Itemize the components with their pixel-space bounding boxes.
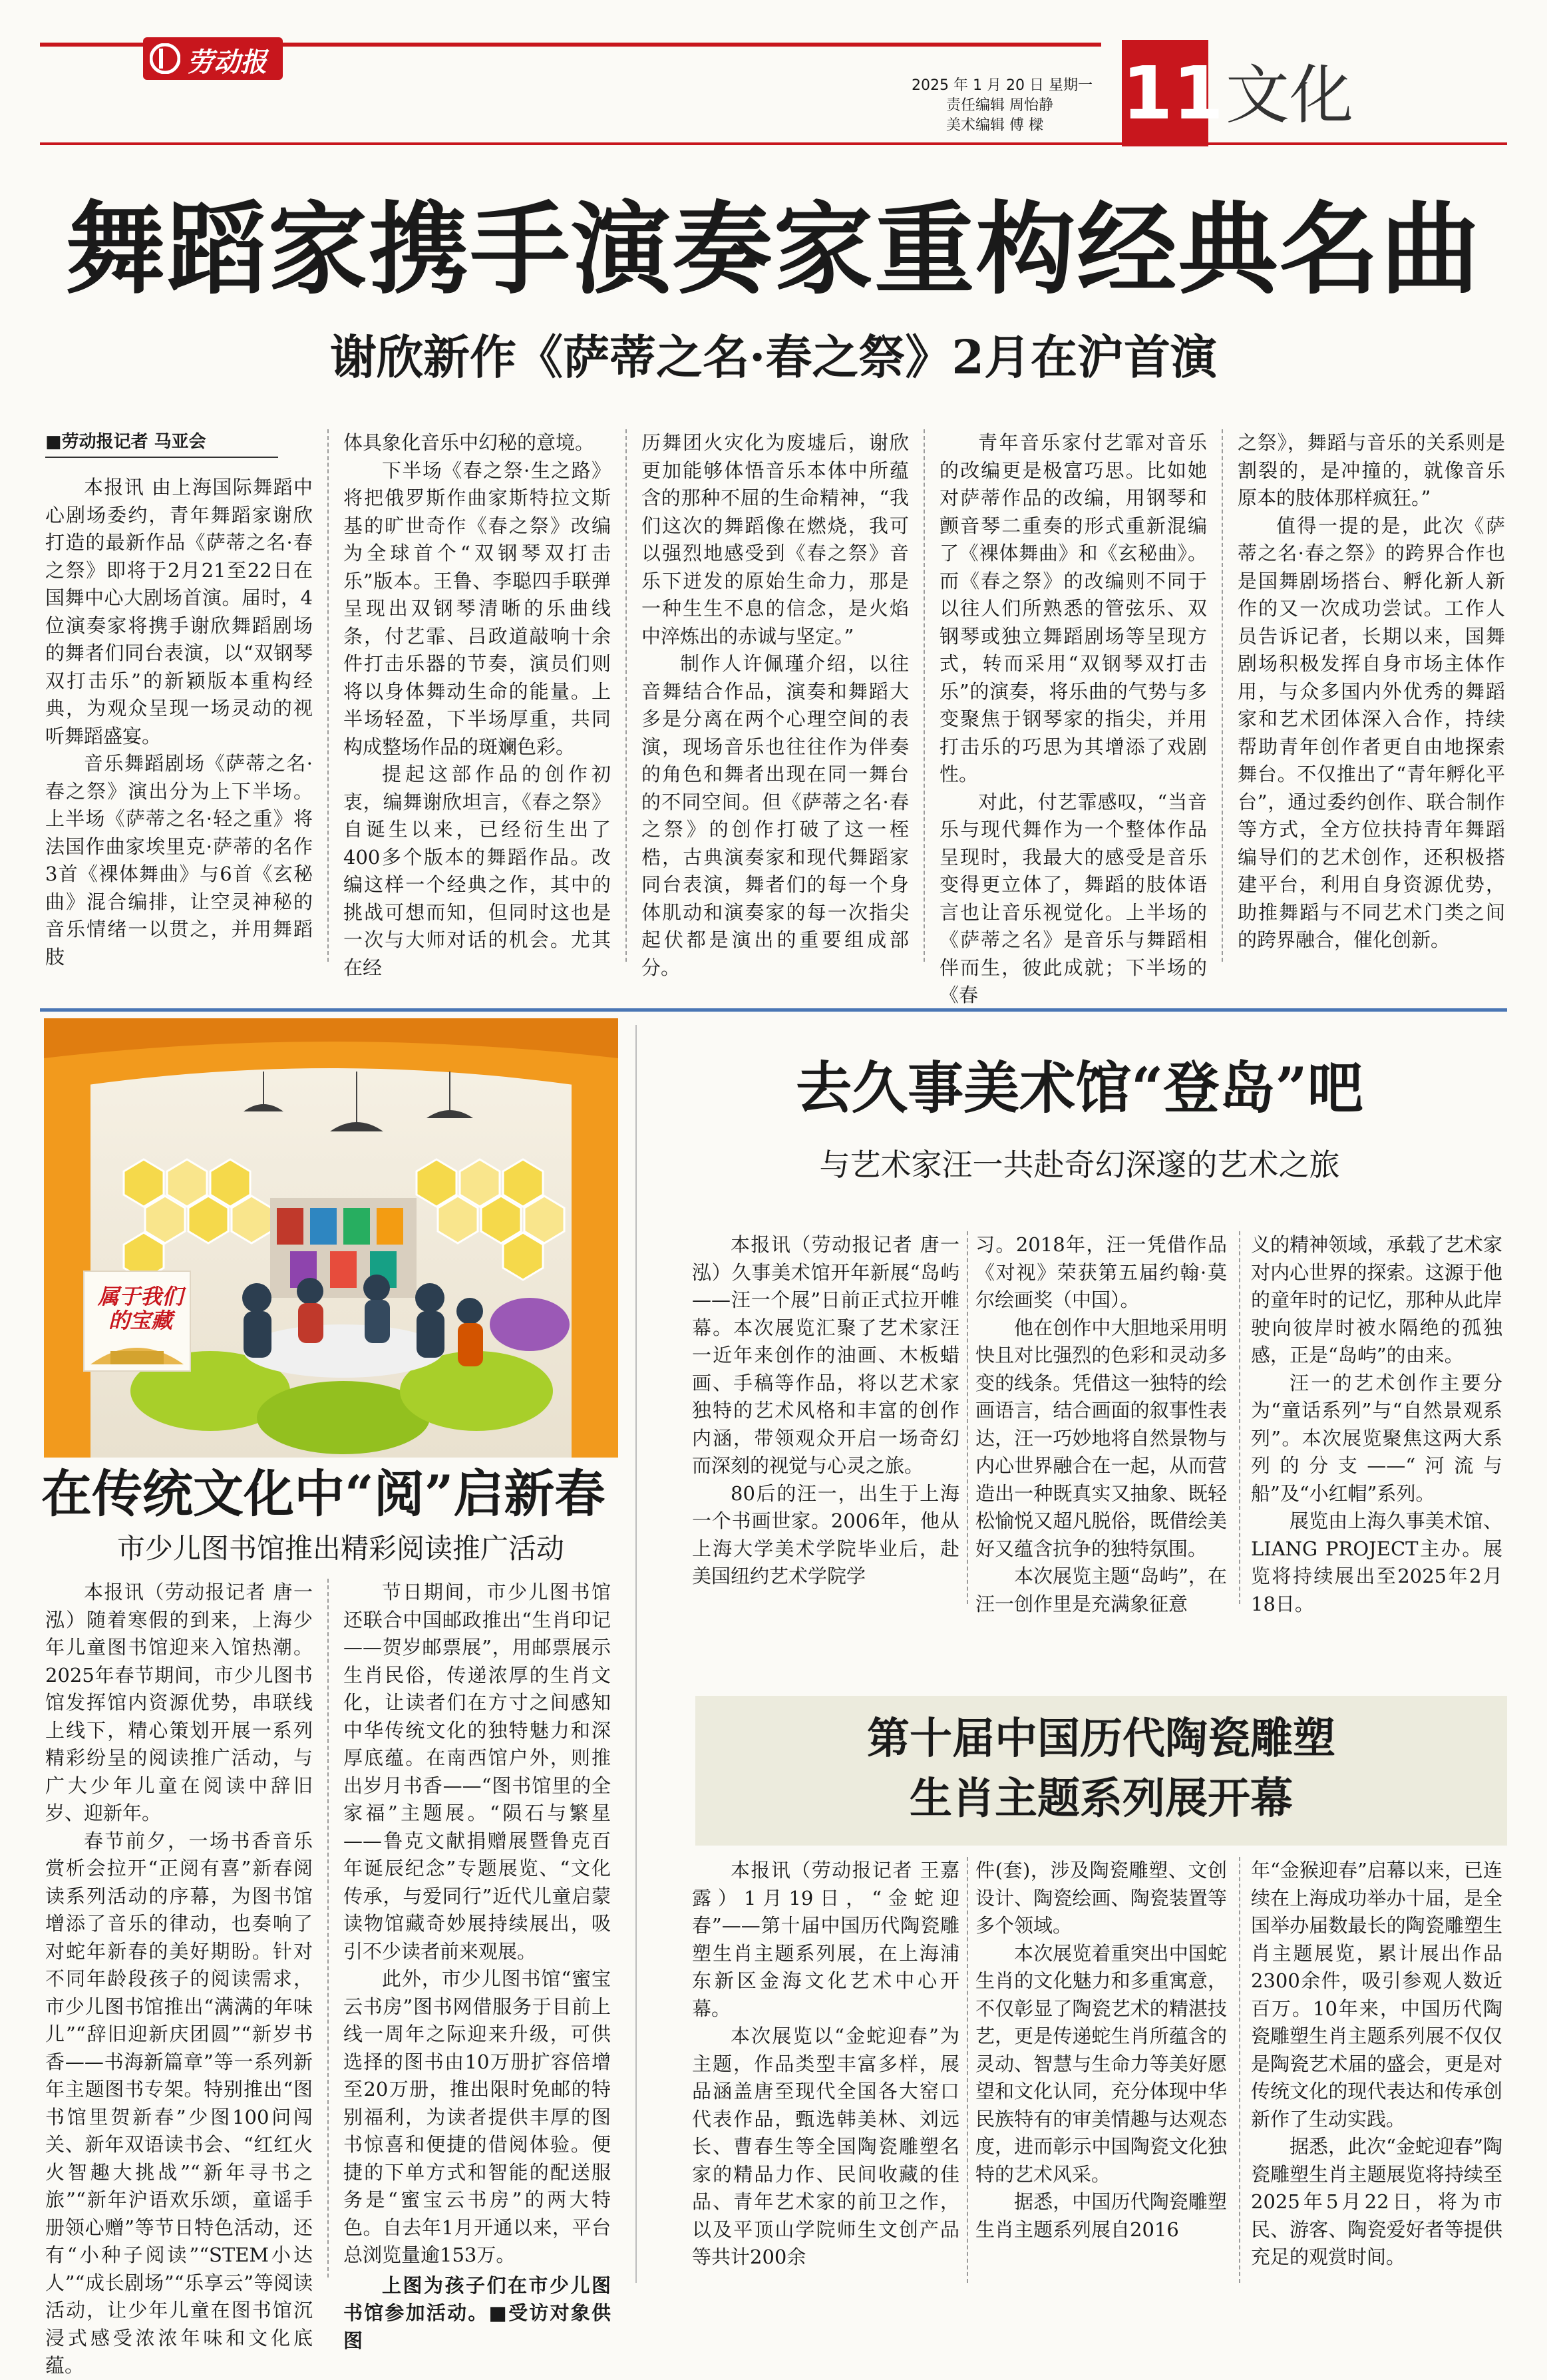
logo-text: 劳动报 bbox=[187, 47, 267, 78]
header-meta bbox=[912, 76, 1111, 136]
article1-headline: 舞蹈家携手演奏家重构经典名曲 bbox=[65, 191, 1482, 308]
paragraph: 此外，市少儿图书馆“蜜宝云书房”图书网借服务于目前上线一周年之际迎来升级，可供选择的图书由10万册扩容倍增至20万册，推出限时免邮的特别福利，为读者提供丰厚的图书惊喜和便捷的借阅体验。便捷的下单方式和智能的配送服务是“蜜宝云书房”的两大特色。自去年1月开通以来，平台总浏览量逾153万。 bbox=[343, 1967, 611, 2266]
page-number-box bbox=[1122, 40, 1224, 146]
paragraph: 春节前夕，一场书香音乐赏析会拉开“正阅有喜”新春阅读系列活动的序幕，为图书馆增添了音乐的律动，也奏响了对蛇年新春的美好期盼。针对不同年龄段孩子的阅读需求，市少儿图书馆推出“满满的年味儿”“辞旧迎新庆团圆”“新岁书香——书海新篇章”等一系列新年主题图书专架。特别推出“图书馆里贺新春”少图100问闯关、新年双语读书会、“红红火火智趣大挑战”“新年寻书之旅”“新年沪语欢乐颂，童谣手册领心赠”等节日特色活动，还有“小种子阅读”“STEM小达人”“成长剧场”“乐享云”等阅读活动，让少年儿童在图书馆沉浸式感受浓浓年味和文化底蕴。 bbox=[45, 1829, 313, 2377]
article1-byline: ■劳动报记者 马亚会 bbox=[45, 428, 278, 458]
paragraph: 本报讯（劳动报记者 唐一泓）随着寒假的到来，上海少年儿童图书馆迎来入馆热潮。2025年春节期间，市少儿图书馆发挥馆内资源优势，串联线上线下，精心策划开展一系列精彩纷呈的阅读推广活动，与广大少年儿童在阅读中辞旧岁、迎新年。 bbox=[45, 1581, 313, 1824]
column-divider bbox=[1222, 429, 1223, 962]
column-divider bbox=[625, 429, 627, 962]
paragraph: 本次展览主题“岛屿”，在汪一创作里是充满象征意 bbox=[975, 1565, 1227, 1615]
article2-col1 bbox=[45, 1579, 313, 2380]
art-editor-line: 美术编辑 傅 樑 bbox=[946, 117, 1043, 134]
article2-headline: 在传统文化中“阅”启新春 bbox=[41, 1464, 605, 1523]
article4-headline-line2: 生肖主题系列展开幕 bbox=[910, 1774, 1293, 1824]
paragraph: 据悉，中国历代陶瓷雕塑生肖主题系列展自2016 bbox=[975, 2190, 1227, 2241]
paragraph: 值得一提的是，此次《萨蒂之名·春之祭》的跨界合作也是国舞剧场搭台、孵化新人新作的又一次成功尝试。工作人员告诉记者，长期以来，国舞剧场积极发挥自身市场主体作用，与众多国内外优秀的舞蹈家和艺术团体深入合作，持续帮助青年创作者更自由地探索舞台。不仅推出了“青年孵化平台”，通过委约创作、联合制作等方式，全方位扶持青年舞蹈编导们的艺术创作，还积极搭建平台，利用自身资源优势，助推舞蹈与不同艺术门类之间的跨界融合，催化创新。 bbox=[1238, 514, 1505, 951]
date-line: 2025 年 1 月 20 日 星期一 bbox=[912, 77, 1093, 94]
paragraph: 下半场《春之祭·生之路》将把俄罗斯作曲家斯特拉文斯基的旷世奇作《春之祭》改编为全球首个“双钢琴双打击乐”版本。王鲁、李聪四手联弹呈现出双钢琴清晰的乐曲线条，付艺霏、吕政道敲响十余件打击乐器的节奏，演员们则将以身体舞动生命的能量。上半场轻盈，下半场厚重，共同构成整场作品的斑斓色彩。 bbox=[343, 459, 611, 758]
article1-col1 bbox=[45, 474, 313, 971]
column-divider bbox=[1239, 1857, 1240, 2283]
paragraph: 本次展览以“金蛇迎春”为主题，作品类型丰富多样，展品涵盖唐至现代全国各大窑口代表作品，甄选韩美林、刘远长、曹春生等全国陶瓷雕塑名家的精品力作、民间收藏的佳品、青年艺术家的前卫之作，以及平顶山学院师生文创产品等共计200余 bbox=[692, 2025, 959, 2268]
paragraph: 本报讯 由上海国际舞蹈中心剧场委约，青年舞蹈家谢欣打造的最新作品《萨蒂之名·春之祭》即将于2月21至22日在国舞中心大剧场首演。届时，4位演奏家将携手谢欣舞蹈剧场的舞者们同台表演，以“双钢琴双打击乐”的新颖版本重构经典，为观众呈现一场灵动的视听舞蹈盛宴。 bbox=[45, 476, 313, 747]
paragraph: 历舞团火灾化为废墟后，谢欣更加能够体悟音乐本体中所蕴含的那种不屈的生命精神，“我们这次的舞蹈像在燃烧，我可以强烈地感受到《春之祭》音乐下迸发的原始生命力，那是一种生生不息的信念，是火焰中淬炼出的赤诚与坚定。” bbox=[641, 431, 909, 648]
article1-subheadline: 谢欣新作《萨蒂之名·春之祭》2月在沪首演 bbox=[329, 329, 1218, 385]
masthead-logo bbox=[143, 37, 283, 80]
paragraph: 体具象化音乐中幻秘的意境。 bbox=[343, 431, 595, 454]
paragraph: 展览由上海久事美术馆、LIANG PROJECT主办。展览将持续展出至2025年2月18日。 bbox=[1251, 1509, 1502, 1615]
paragraph: 对此，付艺霏感叹，“当音乐与现代舞作为一个整体作品呈现时，我最大的感受是音乐变得更立体了，舞蹈的肢体语言也让音乐视觉化。上半场的《萨蒂之名》是音乐与舞蹈相伴而生，彼此成就；下半场的《春 bbox=[940, 790, 1207, 1006]
column-divider bbox=[327, 429, 329, 962]
paragraph: 节日期间，市少儿图书馆还联合中国邮政推出“生肖印记——贺岁邮票展”，用邮票展示生肖民俗，传递浓厚的生肖文化，让读者们在方寸之间感知中华传统文化的独特魅力和深厚底蕴。在南西馆户外，则推出岁月书香——“图书馆里的全家福”主题展。“陨石与繁星——鲁克文献捐赠展暨鲁克百年诞辰纪念”专题展览、“文化传承，与爱同行”近代儿童启蒙读物馆藏奇妙展持续展出，吸引不少读者前来观展。 bbox=[343, 1581, 611, 1963]
article3-subheadline: 与艺术家汪一共赴奇幻深邃的艺术之旅 bbox=[819, 1147, 1340, 1183]
paragraph: 制作人许佩瑾介绍，以往音舞结合作品，演奏和舞蹈大多是分离在两个心理空间的表演，现场音乐也往往作为伴奏的角色和舞者出现在同一舞台的不同空间。但《萨蒂之名·春之祭》的创作打破了这一桎梏，古典演奏家和现代舞蹈家同台表演，舞者们的每一个身体肌动和演奏家的每一次指尖起伏都是演出的重要组成部分。 bbox=[641, 652, 909, 979]
paragraph: 他在创作中大胆地采用明快且对比强烈的色彩和灵动多变的线条。凭借这一独特的绘画语言，结合画面的叙事性表达，汪一巧妙地将自然景物与内心世界融合在一起，从而营造出一种既真实又抽象、既轻松愉悦又超凡脱俗，既借绘美好又蕴含抗争的独特氛围。 bbox=[975, 1316, 1227, 1560]
library-photo bbox=[44, 1018, 618, 1458]
page-number: 11 bbox=[1122, 51, 1224, 136]
paragraph: 本次展览着重突出中国蛇生肖的文化魅力和多重寓意，不仅彰显了陶瓷艺术的精湛技艺，更是传递蛇生肖所蕴含的灵动、智慧与生命力等美好愿望和文化认同，充分体现中华民族特有的审美情趣与达观态度，进而彰示中国陶瓷文化独特的艺术风采。 bbox=[975, 1941, 1227, 2186]
article1-col3 bbox=[641, 429, 909, 982]
article4-headline-line1: 第十届中国历代陶瓷雕塑 bbox=[867, 1714, 1335, 1764]
photo-caption: 上图为孩子们在市少儿图书馆参加活动。■受访对象供图 bbox=[343, 2274, 611, 2352]
paragraph: 汪一的艺术创作主要分为“童话系列”与“自然景观系列”。本次展览聚焦这两大系列的分支——“河流与船”及“小红帽”系列。 bbox=[1251, 1371, 1502, 1505]
article2-col2 bbox=[343, 1579, 611, 2355]
logo-mark-icon bbox=[150, 43, 180, 74]
article3-col1 bbox=[692, 1231, 959, 1591]
header-bottom-rule bbox=[40, 142, 1507, 145]
article4-col2 bbox=[975, 1857, 1227, 2244]
paragraph: 件(套)，涉及陶瓷雕塑、文创设计、陶瓷绘画、陶瓷装置等多个领域。 bbox=[975, 1859, 1227, 1937]
paragraph: 习。2018年，汪一凭借作品《对视》荣获第五届约翰·莫尔绘画奖（中国）。 bbox=[975, 1233, 1227, 1311]
article2-subheadline: 市少儿图书馆推出精彩阅读推广活动 bbox=[116, 1532, 564, 1565]
book-title: 属于我们的宝藏 bbox=[97, 1284, 183, 1333]
paragraph: 之祭》，舞蹈与音乐的关系则是割裂的，是冲撞的，就像音乐原本的肢体那样疯狂。” bbox=[1238, 431, 1505, 509]
article4-headline-box bbox=[695, 1696, 1507, 1846]
section-rule-blue bbox=[40, 1008, 1507, 1012]
column-divider bbox=[327, 1579, 329, 2278]
column-divider bbox=[924, 429, 925, 962]
paragraph: 本报讯（劳动报记者 王嘉露）1月19日，“金蛇迎春”——第十届中国历代陶瓷雕塑生肖主题系列展，在上海浦东新区金海文化艺术中心开幕。 bbox=[692, 1859, 959, 2020]
article1-col2 bbox=[343, 429, 611, 982]
editor-line: 责任编辑 周怡静 bbox=[946, 97, 1053, 114]
column-divider bbox=[967, 1231, 968, 1604]
article3-headline: 去久事美术馆“登岛”吧 bbox=[796, 1055, 1363, 1121]
paragraph: 音乐舞蹈剧场《萨蒂之名·春之祭》演出分为上下半场。上半场《萨蒂之名·轻之重》将法国作曲家埃里克·萨蒂的名作3首《裸体舞曲》与6首《玄秘曲》混合编排，让空灵神秘的音乐情绪一以贯之，并用舞蹈肢 bbox=[45, 752, 313, 968]
article4-col3 bbox=[1251, 1857, 1502, 2272]
column-divider bbox=[1239, 1231, 1240, 1604]
column-divider bbox=[967, 1857, 968, 2283]
section-name: 文化 bbox=[1226, 58, 1353, 132]
paragraph: 80后的汪一，出生于上海一个书画世家。2006年，他从上海大学美术学院毕业后，赴美国纽约艺术学院学 bbox=[692, 1482, 959, 1587]
column-divider bbox=[635, 1025, 637, 2283]
article3-col2 bbox=[975, 1231, 1227, 1618]
paragraph: 本报讯（劳动报记者 唐一泓）久事美术馆开年新展“岛屿——汪一个展”日前正式拉开帷幕。本次展览汇聚了艺术家汪一近年来创作的油画、木板蜡画、手稿等作品，将以艺术家独特的艺术风格和丰富的创作内涵，带领观众开启一场奇幻而深刻的视觉与心灵之旅。 bbox=[692, 1233, 959, 1477]
library-photo-image bbox=[44, 1018, 618, 1458]
paragraph: 提起这部作品的创作初衷，编舞谢欣坦言，《春之祭》自诞生以来，已经衍生出了400多个版本的舞蹈作品。改编这样一个经典之作，其中的挑战可想而知，但同时这也是一次与大师对话的机会。尤其在经 bbox=[343, 763, 611, 979]
paragraph: 青年音乐家付艺霏对音乐的改编更是极富巧思。比如她对萨蒂作品的改编，用钢琴和颤音琴二重奏的形式重新混编了《裸体舞曲》和《玄秘曲》。而《春之祭》的改编则不同于以往人们所熟悉的管弦乐、双钢琴或独立舞蹈剧场等呈现方式，转而采用“双钢琴双打击乐”的演奏，将乐曲的气势与多变聚焦于钢琴家的指尖，并用打击乐的巧思为其增添了戏剧性。 bbox=[940, 431, 1207, 785]
article1-col4 bbox=[940, 429, 1207, 1010]
paragraph: 年“金猴迎春”启幕以来，已连续在上海成功举办十届，是全国举办届数最长的陶瓷雕塑生肖主题展览，累计展出作品2300余件，吸引参观人数近百万。10年来，中国历代陶瓷雕塑生肖主题系列展不仅仅是陶瓷艺术届的盛会，更是对传统文化的现代表达和传承创新作了生动实践。 bbox=[1251, 1859, 1502, 2130]
paragraph: 义的精神领域，承载了艺术家对内心世界的探索。这源于他的童年时的记忆，那种从此岸驶向彼岸时被水隔绝的孤独感，正是“岛屿”的由来。 bbox=[1251, 1233, 1502, 1366]
article4-col1 bbox=[692, 1857, 959, 2272]
article3-col3 bbox=[1251, 1231, 1502, 1618]
article1-col5 bbox=[1238, 429, 1505, 954]
paragraph: 据悉，此次“金蛇迎春”陶瓷雕塑生肖主题展览将持续至2025年5月22日，将为市民、游客、陶瓷爱好者等提供充足的观赏时间。 bbox=[1251, 2135, 1502, 2268]
